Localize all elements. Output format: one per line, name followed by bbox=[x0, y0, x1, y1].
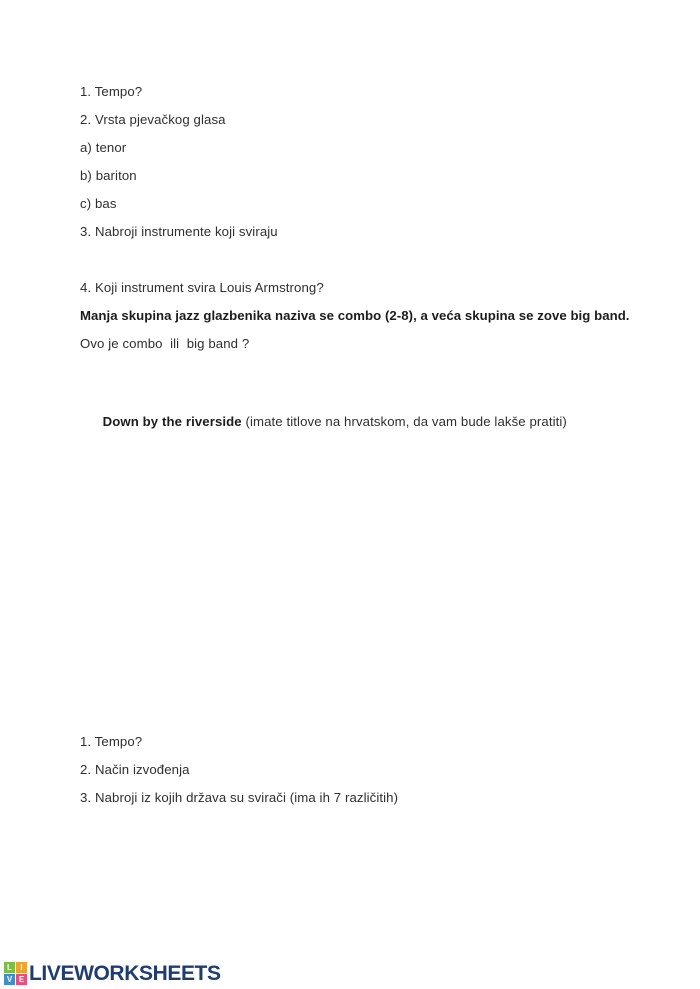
question-line-performance-style: 2. Način izvođenja bbox=[80, 762, 190, 777]
answer-option-b-bariton: b) bariton bbox=[80, 168, 137, 183]
logo-tile-i: I bbox=[16, 962, 27, 973]
song-reference-line bbox=[80, 380, 640, 464]
question-block-upper bbox=[80, 78, 640, 464]
question-line-instruments: 3. Nabroji instrumente koji sviraju bbox=[80, 224, 278, 239]
question-line-tempo-2: 1. Tempo? bbox=[80, 734, 143, 749]
liveworksheets-wordmark: LIVEWORKSHEETS bbox=[29, 962, 221, 985]
question-line-tempo-1: 1. Tempo? bbox=[80, 84, 143, 99]
logo-tile-l: L bbox=[4, 962, 15, 973]
liveworksheets-logo-icon bbox=[4, 962, 27, 985]
block-spacer bbox=[80, 246, 640, 274]
block-spacer-2 bbox=[80, 358, 640, 380]
logo-tile-v: V bbox=[4, 974, 15, 985]
question-line-countries: 3. Nabroji iz kojih država su svirači (ima ih 7 različitih) bbox=[80, 790, 399, 805]
definition-combo-bigband: Manja skupina jazz glazbenika naziva se combo (2-8), a veća skupina se zove big band. bbox=[80, 308, 630, 323]
logo-tile-e: E bbox=[16, 974, 27, 985]
question-block-lower bbox=[80, 728, 640, 812]
prompt-combo-or-bigband: Ovo je combo ili big band ? bbox=[80, 336, 250, 351]
answer-option-a-tenor: a) tenor bbox=[80, 140, 127, 155]
liveworksheets-logo[interactable] bbox=[4, 962, 221, 985]
song-note: (imate titlove na hrvatskom, da vam bude lakše pratiti) bbox=[241, 414, 567, 429]
question-line-voice-type: 2. Vrsta pjevačkog glasa bbox=[80, 112, 226, 127]
answer-option-c-bas: c) bas bbox=[80, 196, 117, 211]
question-line-armstrong: 4. Koji instrument svira Louis Armstrong? bbox=[80, 280, 324, 295]
song-title: Down by the riverside bbox=[102, 414, 242, 429]
